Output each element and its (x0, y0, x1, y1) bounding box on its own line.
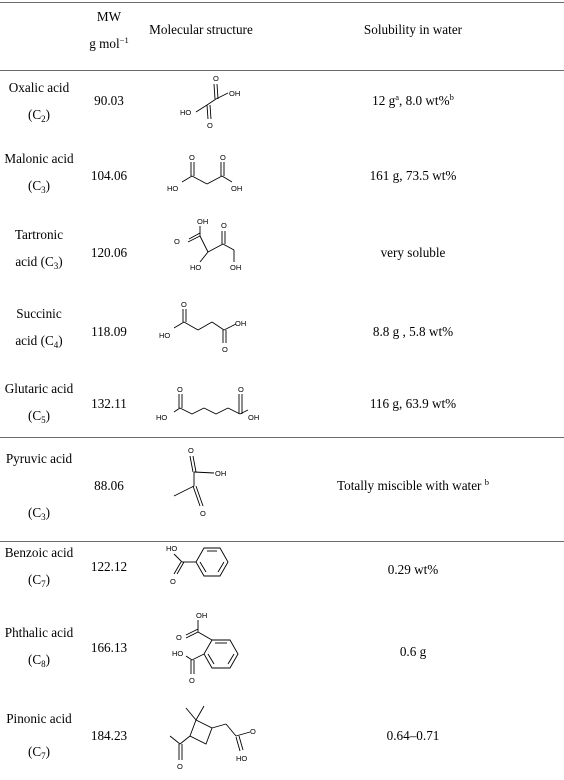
tartronic-acid-structure (160, 214, 270, 286)
molecular-weight: 90.03 (94, 93, 124, 108)
header-mw: MW g mol$^{-1}$ (89, 9, 129, 51)
solubility-value: very soluble (380, 245, 446, 260)
svg-text:HO: HO (236, 754, 248, 763)
svg-text:O: O (221, 221, 227, 230)
compound-name: Glutaric acid $(C_5)$ (4, 381, 74, 425)
svg-text:O: O (188, 446, 194, 455)
solubility-value: 0.29 wt% (387, 562, 439, 577)
molecular-weight: 122.12 (90, 559, 128, 574)
svg-text:HO: HO (166, 544, 178, 553)
group-divider-rule (0, 437, 564, 438)
svg-text:O: O (189, 153, 195, 162)
solubility-value: Totally miscible with water $^b$ (336, 477, 490, 493)
svg-text:HO: HO (159, 331, 171, 340)
svg-text:OH: OH (229, 89, 241, 98)
compound-name: Malonic acid $(C_3)$ (4, 151, 74, 195)
svg-text:HO: HO (172, 649, 184, 658)
svg-text:O: O (176, 633, 182, 642)
svg-text:HO: HO (190, 263, 202, 272)
svg-text:O: O (220, 153, 226, 162)
svg-text:O: O (207, 121, 213, 130)
svg-text:O: O (177, 762, 183, 771)
compound-name: Tartronic acid $(C_3)$ (14, 227, 64, 271)
svg-text:O: O (177, 385, 183, 394)
group-divider-rule (0, 541, 564, 542)
molecular-weight: 104.06 (90, 168, 128, 183)
molecular-weight: 88.06 (94, 478, 124, 493)
molecular-weight: 166.13 (90, 640, 128, 655)
svg-text:OH: OH (231, 184, 243, 193)
molecular-weight: 132.11 (91, 396, 127, 411)
svg-text:HO: HO (156, 413, 168, 422)
compound-name: Phthalic acid $(C_8)$ (4, 625, 74, 669)
phthalic-acid-structure (160, 606, 260, 696)
solubility-value: 161 g, 73.5 wt% (369, 168, 457, 183)
svg-text:OH: OH (235, 319, 247, 328)
svg-text:OH: OH (197, 217, 209, 226)
svg-text:O: O (250, 727, 256, 736)
solubility-value: 116 g, 63.9 wt% (369, 396, 457, 411)
glutaric-acid-structure (150, 382, 280, 432)
header-structure: Molecular structure (149, 22, 253, 37)
svg-text:O: O (174, 237, 180, 246)
svg-text:OH: OH (215, 469, 227, 478)
pinonic-acid-structure (150, 700, 280, 780)
header-bottom-rule (0, 70, 564, 71)
compound-name: Benzoic acid $(C_7)$ (4, 545, 74, 589)
molecular-weight: 118.09 (91, 324, 127, 339)
molecular-weight: 120.06 (90, 245, 128, 260)
svg-text:OH: OH (196, 611, 208, 620)
pyruvic-acid-structure (160, 440, 260, 530)
molecular-weight: 184.23 (90, 728, 128, 743)
succinic-acid-structure (150, 298, 260, 360)
compound-name: Pinonic acid $(C_7)$ (6, 711, 72, 761)
svg-text:O: O (200, 509, 206, 518)
svg-text:O: O (238, 385, 244, 394)
svg-text:O: O (222, 345, 228, 354)
oxalic-acid-structure (170, 72, 250, 134)
svg-text:OH: OH (248, 413, 260, 422)
svg-text:OH: OH (230, 263, 242, 272)
svg-text:O: O (213, 74, 219, 83)
solubility-value: 8.8 g , 5.8 wt% (372, 324, 454, 339)
svg-text:HO: HO (180, 108, 192, 117)
benzoic-acid-structure (160, 540, 260, 600)
compound-name: Pyruvic acid $(C_3)$ (5, 451, 73, 522)
svg-text:O: O (181, 300, 187, 309)
malonic-acid-structure (160, 152, 270, 202)
compound-name: Succinic acid $(C_4)$ (15, 306, 63, 350)
header-solubility: Solubility in water (363, 22, 463, 37)
svg-text:HO: HO (167, 184, 179, 193)
svg-text:O: O (170, 577, 176, 586)
svg-text:O: O (189, 676, 195, 685)
solubility-value: 0.64–0.71 (386, 728, 440, 743)
solubility-value: 0.6 g (399, 644, 427, 659)
solubility-value: 12 $g^a$, 8.0 wt%$^b$ (372, 92, 454, 108)
compound-name: Oxalic acid $(C_2)$ (8, 80, 70, 124)
